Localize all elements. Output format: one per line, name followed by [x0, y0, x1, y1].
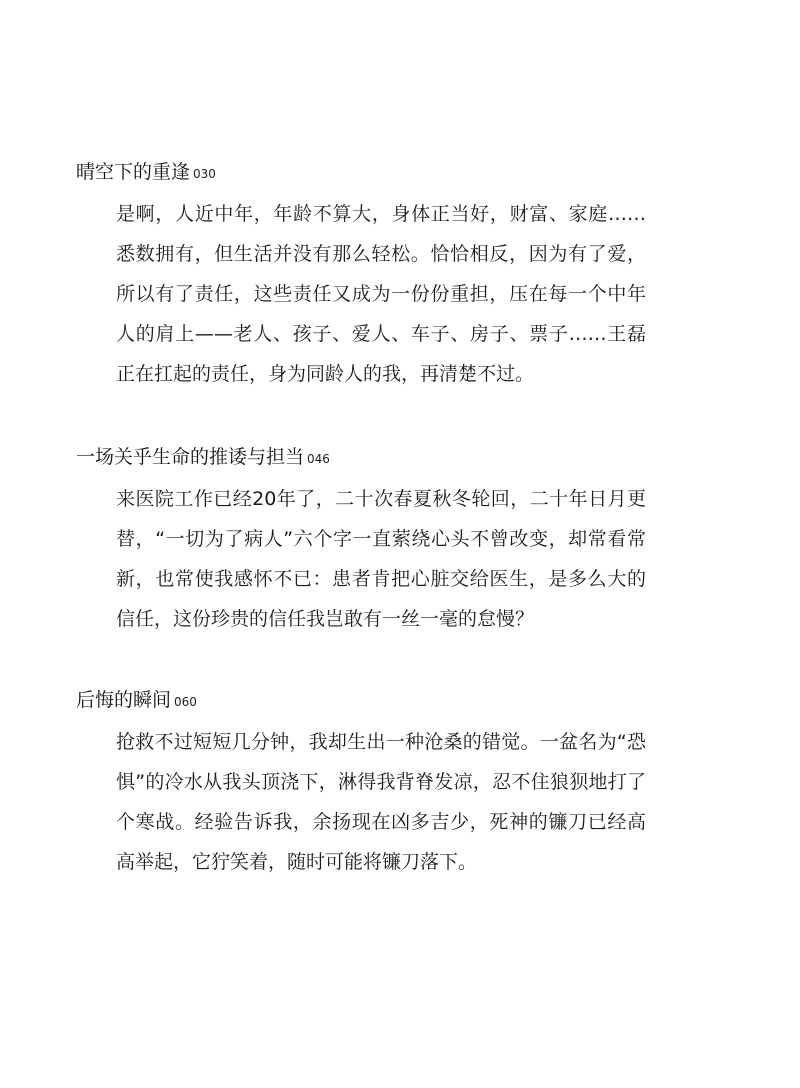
toc-section-1 [76, 160, 676, 394]
section-title [76, 160, 676, 186]
page-number: 046 [307, 452, 330, 466]
section-title-text: 后悔的瞬间 [76, 689, 172, 711]
toc-section-3 [76, 688, 676, 882]
section-excerpt: 是啊，人近中年，年龄不算大，身体正当好，财富、家庭……悉数拥有，但生活并没有那么轻松。恰恰相反，因为有了爱，所以有了责任，这些责任又成为一份份重担，压在每一个中年人的肩上——老人、孩子、爱人、车子、房子、票子……王磊正在扛起的责任，身为同龄人的我，再清楚不过。 [116, 203, 646, 385]
section-title-text: 晴空下的重逢 [76, 161, 191, 183]
section-excerpt: 抢救不过短短几分钟，我却生出一种沧桑的错觉。一盆名为“恐惧”的冷水从我头顶浇下，淋得我背脊发凉，忍不住狼狈地打了个寒战。经验告诉我，余扬现在凶多吉少，死神的镰刀已经高高举起，它狞笑着，随时可能将镰刀落下。 [116, 731, 646, 873]
section-title-text: 一场关乎生命的推诿与担当 [76, 446, 305, 468]
page-number: 060 [174, 695, 197, 709]
section-excerpt: 来医院工作已经20年了，二十次春夏秋冬轮回，二十年日月更替，“一切为了病人”六个字一直萦绕心头不曾改变，却常看常新，也常使我感怀不已：患者肯把心脏交给医生，是多么大的信任，这份珍贵的信任我岂敢有一丝一毫的怠慢？ [116, 488, 646, 630]
toc-section-2 [76, 445, 676, 639]
page-number: 030 [193, 167, 216, 181]
section-title [76, 688, 676, 714]
section-title [76, 445, 676, 471]
